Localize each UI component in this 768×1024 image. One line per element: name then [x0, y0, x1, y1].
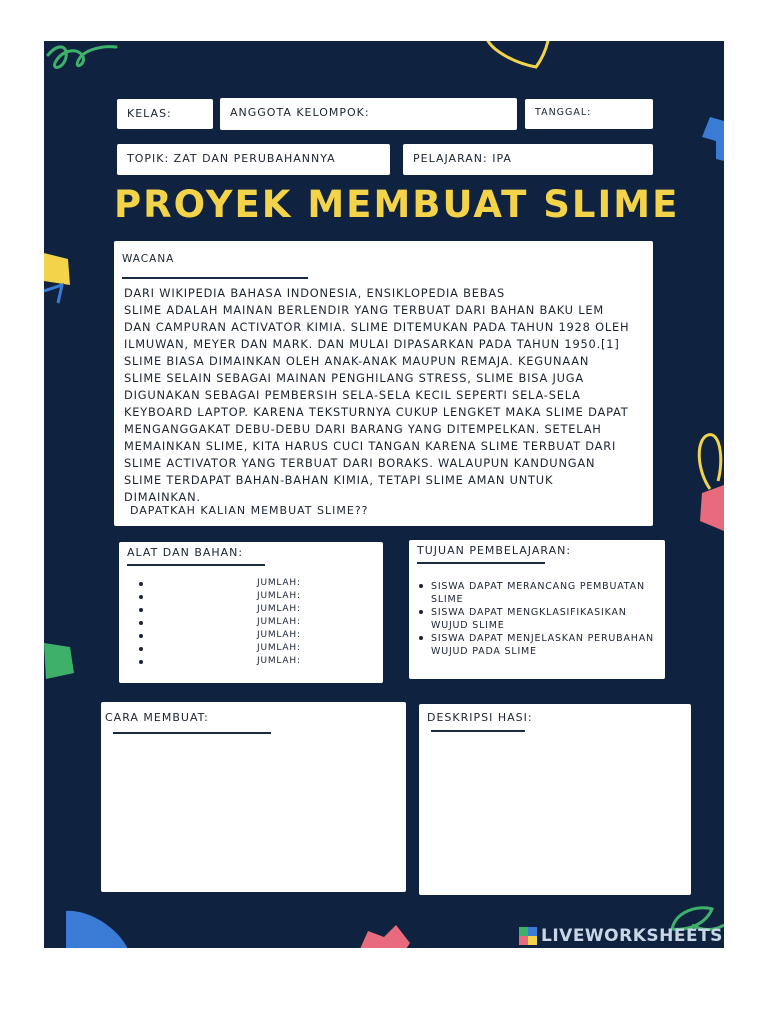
tanggal-label: TANGGAL: — [535, 107, 592, 118]
cara-membuat-underline — [113, 732, 271, 734]
tujuan-pembelajaran-underline — [417, 562, 545, 564]
liveworksheets-watermark — [519, 927, 723, 945]
wacana-heading-underline — [122, 277, 308, 279]
blue-tab-decoration — [702, 115, 724, 163]
jumlah-label: JUMLAH: — [257, 630, 301, 640]
cara-membuat-heading: CARA MEMBUAT: — [105, 711, 209, 724]
list-item — [139, 643, 319, 656]
tujuan-pembelajaran-panel — [409, 540, 665, 679]
cara-membuat-panel[interactable] — [101, 702, 406, 892]
kelas-label: KELAS: — [127, 107, 172, 120]
jumlah-label: JUMLAH: — [257, 617, 301, 627]
passage-line: SLIME ACTIVATOR YANG TERBUAT DARI BORAKS. WALAUPUN KANDUNGAN — [124, 456, 596, 470]
liveworksheets-logo-icon — [519, 927, 537, 945]
topik-field — [117, 144, 390, 175]
list-item — [139, 656, 319, 669]
topik-label: TOPIK: ZAT DAN PERUBAHANNYA — [127, 152, 336, 165]
deskripsi-hasil-panel[interactable] — [419, 704, 691, 895]
alat-dan-bahan-heading: ALAT DAN BAHAN: — [127, 546, 244, 559]
yellow-heart-outline-decoration — [484, 41, 554, 71]
list-item — [419, 632, 659, 658]
blue-blob-decoration — [66, 909, 128, 948]
list-item — [419, 580, 659, 606]
pelajaran-field — [403, 144, 653, 175]
watermark-text: LIVEWORKSHEETS — [541, 926, 723, 946]
passage-line: SLIME BIASA DIMAINKAN OLEH ANAK-ANAK MAUPUN REMAJA. KEGUNAAN — [124, 354, 590, 368]
alat-dan-bahan-underline — [127, 564, 265, 566]
list-item — [139, 630, 319, 643]
list-item — [139, 617, 319, 630]
yellow-flag-decoration — [44, 251, 72, 321]
kelas-field[interactable] — [117, 99, 213, 129]
bullet-icon — [139, 608, 143, 612]
bullet-icon — [139, 634, 143, 638]
page-title: PROYEK MEMBUAT SLIME — [114, 183, 680, 226]
pink-shape-decoration — [698, 485, 724, 531]
passage-line: DAN CAMPURAN ACTIVATOR KIMIA. SLIME DITEMUKAN PADA TAHUN 1928 OLEH — [124, 320, 630, 334]
bullet-icon — [419, 584, 423, 588]
jumlah-label: JUMLAH: — [257, 643, 301, 653]
passage-line: MEMAINKAN SLIME, KITA HARUS CUCI TANGAN KARENA SLIME TERBUAT DARI — [124, 439, 617, 453]
list-item — [139, 591, 319, 604]
jumlah-label: JUMLAH: — [257, 656, 301, 666]
anggota-kelompok-field[interactable] — [220, 98, 517, 130]
tujuan-pembelajaran-heading: TUJUAN PEMBELAJARAN: — [417, 544, 572, 557]
jumlah-label: JUMLAH: — [257, 578, 301, 588]
tujuan-item-text: SISWA DAPAT MERANCANG PEMBUATAN SLIME — [431, 581, 645, 605]
pink-blob-decoration — [360, 925, 410, 948]
wacana-panel — [114, 241, 653, 526]
list-item — [139, 578, 319, 591]
deskripsi-hasil-heading: DESKRIPSI HASI: — [427, 711, 533, 724]
bullet-icon — [139, 595, 143, 599]
passage-line: DIMAINKAN. — [124, 490, 201, 504]
alat-dan-bahan-panel[interactable] — [119, 542, 383, 683]
bullet-icon — [139, 647, 143, 651]
bullet-icon — [139, 621, 143, 625]
wacana-question: DAPATKAH KALIAN MEMBUAT SLIME?? — [130, 504, 369, 517]
passage-line: ILMUWAN, MEYER DAN MARK. DAN MULAI DIPASARKAN PADA TAHUN 1950.[1] — [124, 337, 620, 351]
passage-line: SLIME TERDAPAT BAHAN-BAHAN KIMIA, TETAPI SLIME AMAN UNTUK — [124, 473, 554, 487]
wacana-heading: WACANA — [122, 253, 175, 265]
bullet-icon — [419, 636, 423, 640]
bullet-icon — [139, 660, 143, 664]
bullet-icon — [419, 610, 423, 614]
tanggal-field[interactable] — [525, 99, 653, 129]
jumlah-label: JUMLAH: — [257, 591, 301, 601]
anggota-kelompok-label: ANGGOTA KELOMPOK: — [230, 106, 370, 119]
tujuan-item-text: SISWA DAPAT MENJELASKAN PERUBAHAN WUJUD PADA SLIME — [431, 633, 654, 657]
green-flag-decoration — [44, 639, 76, 683]
deskripsi-hasil-underline — [431, 730, 525, 732]
worksheet — [44, 41, 724, 948]
passage-line: SLIME SELAIN SEBAGAI MAINAN PENGHILANG STRESS, SLIME BISA JUGA — [124, 371, 585, 385]
alat-dan-bahan-list — [139, 578, 319, 669]
passage-line: MENGANGGAKAT DEBU-DEBU DARI BARANG YANG DITEMPELKAN. SETELAH — [124, 422, 602, 436]
tujuan-item-text: SISWA DAPAT MENGKLASIFIKASIKAN WUJUD SLIME — [431, 607, 627, 631]
passage-line: SLIME ADALAH MAINAN BERLENDIR YANG TERBUAT DARI BAHAN BAKU LEM — [124, 303, 605, 317]
wacana-passage — [124, 285, 653, 506]
list-item — [139, 604, 319, 617]
green-squiggle-decoration — [44, 41, 124, 85]
passage-line: KEYBOARD LAPTOP. KARENA TEKSTURNYA CUKUP LENGKET MAKA SLIME DAPAT — [124, 405, 629, 419]
jumlah-label: JUMLAH: — [257, 604, 301, 614]
list-item — [419, 606, 659, 632]
passage-line: DARI WIKIPEDIA BAHASA INDONESIA, ENSIKLOPEDIA BEBAS — [124, 286, 506, 300]
tujuan-pembelajaran-list — [419, 580, 659, 658]
passage-line: DIGUNAKAN SEBAGAI PEMBERSIH SELA-SELA KECIL SEPERTI SELA-SELA — [124, 388, 581, 402]
pelajaran-label: PELAJARAN: IPA — [413, 152, 512, 165]
bullet-icon — [139, 582, 143, 586]
